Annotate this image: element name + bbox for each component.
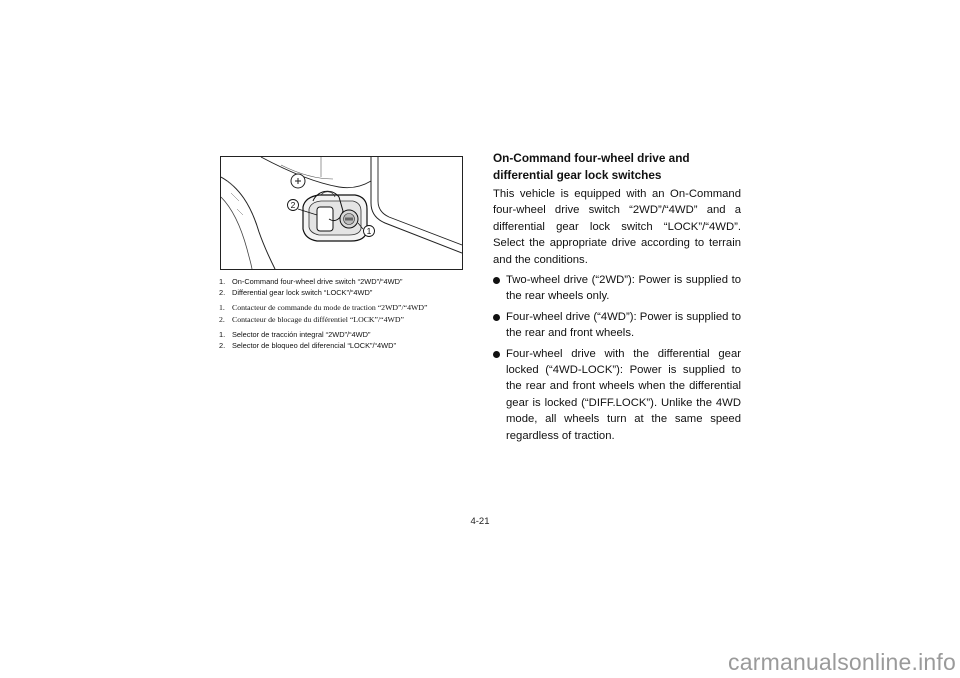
- page-number: 4-21: [470, 516, 490, 527]
- caption-line: 1. On-Command four-wheel drive switch “2WD”/“4WD”: [219, 277, 403, 286]
- section-intro: This vehicle is equipped with an On-Command four-wheel drive switch “2WD”/“4WD” and a differential gear lock switch “LOCK”/“4WD”. Select the appropriate drive according to terrain and the conditions.: [493, 188, 741, 266]
- caption-line: 1. Selector de tracción integral “2WD”/“4WD”: [219, 329, 371, 339]
- bullet-icon: [493, 351, 500, 358]
- caption-line: 2. Selector de bloqueo del diferencial “LOCK”/“4WD”: [219, 341, 396, 351]
- section-heading: On-Command four-wheel drive and differential gear lock switches: [493, 151, 690, 182]
- watermark: carmanualsonline.info: [728, 649, 956, 675]
- caption-line: 2. Differential gear lock switch “LOCK”/“4WD”: [219, 288, 373, 298]
- list-item: Two-wheel drive (“2WD”): Power is supplied to the rear wheels only.: [493, 272, 741, 305]
- callout-label-1: 1: [366, 226, 372, 236]
- caption-line: 1. Contacteur de commande du mode de traction “2WD”/“4WD”: [219, 303, 428, 313]
- callout-label-2: 2: [290, 200, 296, 210]
- bullet-icon: [493, 277, 500, 284]
- switch-panel-figure: [220, 156, 463, 270]
- caption-group-spanish: [219, 329, 469, 351]
- caption-group-french: [219, 302, 469, 324]
- caption-group-english: [219, 276, 469, 298]
- caption-line: 2. Contacteur de blocage du différentiel “LOCK”/“4WD”: [219, 314, 404, 324]
- list-item: Four-wheel drive (“4WD”): Power is supplied to the rear and front wheels.: [493, 309, 741, 342]
- section-content: [493, 150, 741, 448]
- bullet-icon: [493, 314, 500, 321]
- list-item: Four-wheel drive with the differential gear locked (“4WD-LOCK”): Power is supplied to the rear and front wheels when the differential gear is locked (“DIFF.LOCK”). Unlike the 4WD mode, all wheels turn at the same speed regardless of traction.: [493, 346, 741, 444]
- switch-panel-illustration: [221, 157, 462, 269]
- figure-captions: [219, 276, 469, 355]
- drive-mode-list: [493, 272, 741, 444]
